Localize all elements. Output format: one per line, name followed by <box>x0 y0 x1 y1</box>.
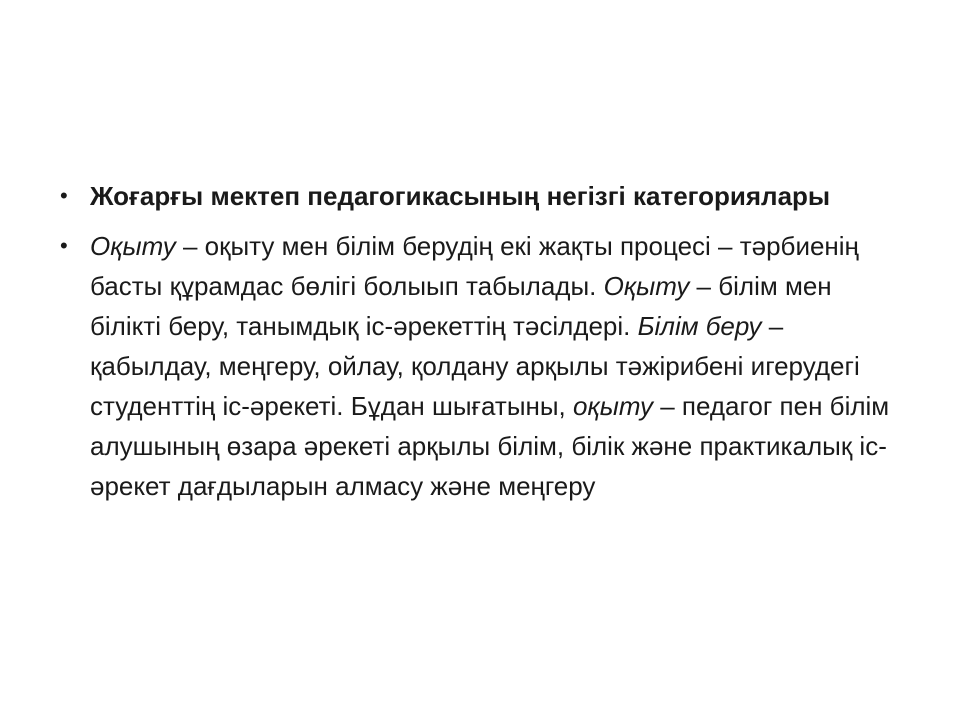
definition-text: – оқыту мен білім берудің екі жақты процесі – тәрбиенің басты құрамдас бөлігі болыып табылады. <box>90 231 859 301</box>
definition-text: – қабылдау, меңгеру, ойлау, қолдану арқылы тәжірибені игерудегі студенттің іс-әрекеті. Бұдан шығатыны, <box>90 311 860 421</box>
bullet-heading-text: Жоғарғы мектеп педагогикасының негізгі категориялары <box>90 181 831 211</box>
bullet-item-definition <box>56 226 908 506</box>
bullet-item-categories <box>56 176 908 216</box>
slide-body <box>56 176 908 516</box>
bullet-dot-icon: • <box>60 233 68 258</box>
term-oqytu: Оқыту <box>90 231 176 261</box>
definition-text: – білім мен білікті беру, танымдық іс-әрекеттің тәсілдері. <box>90 271 832 341</box>
bullet-list <box>56 176 908 506</box>
bullet-dot-icon: • <box>60 183 68 208</box>
term-bilim-beru: Білім беру <box>637 311 762 341</box>
term-oqytu-3: оқыту <box>573 391 653 421</box>
term-oqytu-2: Оқыту <box>603 271 690 301</box>
definition-text: – педагог пен білім алушының өзара әрекеті арқылы білім, білік және практикалық іс-әрекет дағдыларын алмасу және меңгеру <box>90 391 890 501</box>
